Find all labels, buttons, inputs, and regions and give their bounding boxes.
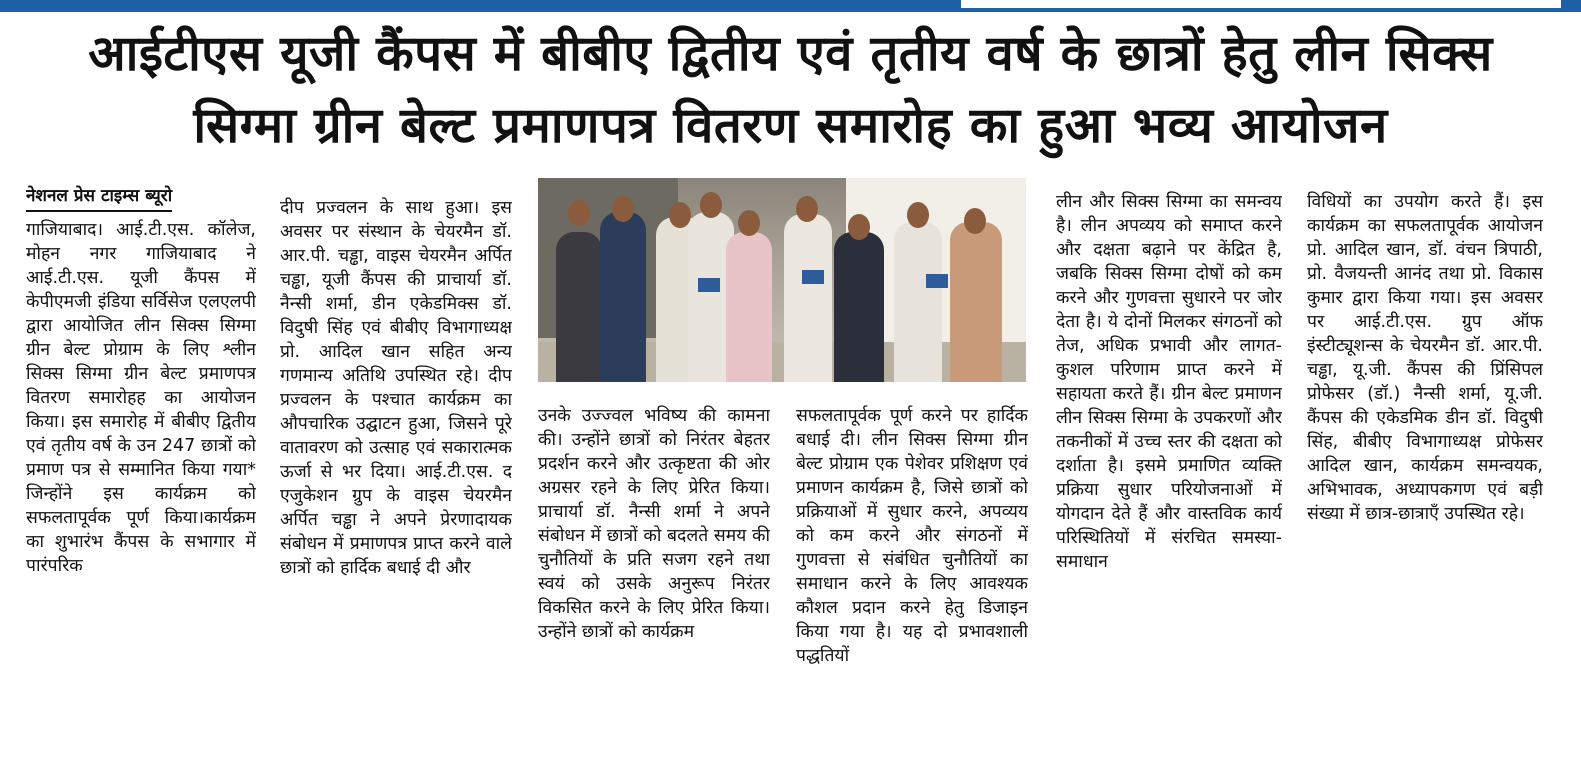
headline-line-1: आईटीएस यूजी कैंपस में बीबीए द्वितीय एवं तृतीय वर्ष के छात्रों हेतु लीन सिक्स bbox=[88, 25, 1493, 82]
column-5-text: लीन और सिक्स सिग्मा का समन्वय है। लीन अपव्यय को समाप्त करने और दक्षता बढ़ाने पर केंद्रित है, जबकि सिक्स सिग्मा दोषों को कम करने और गुणवत्ता सुधारने पर जोर देता है। ये दोनों मिलकर संगठनों को तेज, अधिक प्रभावी और लागत-कुशल परिणाम प्राप्त करने में सहायता करते हैं। ग्रीन बेल्ट प्रमाणन लीन सिक्स सिग्मा के उपकरणों और तकनीकों में उच्च स्तर की दक्षता को दर्शाता है। इसमे प्रमाणित व्यक्ति प्रक्रिया सुधार परियोजनाओं में योगदान देते हैं और वास्तविक कार्य परिस्थितियों में संरचित समस्या-समाधान bbox=[1056, 192, 1282, 572]
ceremony-photo bbox=[538, 178, 1026, 382]
article-column-2 bbox=[280, 196, 512, 756]
byline: नेशनल प्रेस टाइम्स ब्यूरो bbox=[26, 184, 172, 212]
column-1-text: गाजियाबाद। आई.टी.एस. कॉलेज, मोहन नगर गाजियाबाद ने आई.टी.एस. यूजी कैंपस में केपीएमजी इंडिया सर्विसेज एलएलपी द्वारा आयोजित लीन सिक्स सिग्मा ग्रीन बेल्ट प्रोग्राम के लिए श्लीन सिक्स सिग्मा ग्रीन बेल्ट प्रमाणपत्र वितरण समारोहह का आयोजन किया। इस समारोह में बीबीए द्वितीय एवं तृतीय वर्ष के उन 247 छात्रों को प्रमाण पत्र से सम्मानित किया गया* जिन्होंने इस कार्यक्रम को सफलतापूर्वक पूर्ण किया।कार्यक्रम का शुभारंभ कैंपस के सभागार में पारंपरिक bbox=[26, 220, 256, 576]
column-4-text: सफलतापूर्वक पूर्ण करने पर हार्दिक बधाई दी। लीन सिक्स सिग्मा ग्रीन बेल्ट प्रोग्राम एक पेशेवर प्रशिक्षण एवं प्रमाणन कार्यक्रम है, जिसे छात्रों को प्रक्रियाओं में सुधार करने, अपव्यय को कम करने और संगठनों में गुणवत्ता से संबंधित चुनौतियों का समाधान करने के लिए आवश्यक कौशल प्रदान करने हेतु डिजाइन किया गया है। यह दो प्रभावशाली पद्धतियों bbox=[796, 406, 1028, 666]
headline-line-2: सिग्मा ग्रीन बेल्ट प्रमाणपत्र वितरण समारोह का हुआ भव्य आयोजन bbox=[193, 97, 1388, 154]
article-column-1 bbox=[26, 184, 256, 754]
article-column-3 bbox=[538, 404, 770, 756]
column-2-text: दीप प्रज्वलन के साथ हुआ। इस अवसर पर संस्थान के चेयरमैन डॉ. आर.पी. चड्ढा, वाइस चेयरमैन अर्पित चड्ढा, यूजी कैंपस की प्राचार्या डॉ. नैन्सी शर्मा, डीन एकेडमिक्स डॉ. विदुषी सिंह एवं बीबीए विभागाध्यक्ष प्रो. आदिल खान सहित अन्य गणमान्य अतिथि उपस्थित रहे। दीप प्रज्वलन के पश्चात कार्यक्रम का औपचारिक उद्घाटन हुआ, जिसने पूरे वातावरण को उत्साह एवं सकारात्मक ऊर्जा से भर दिया। आई.टी.एस. द एजुकेशन ग्रुप के वाइस चेयरमैन अर्पित चड्ढा ने अपने प्रेरणादायक संबोधन में प्रमाणपत्र प्राप्त करने वाले छात्रों को हार्दिक बधाई दी और bbox=[280, 198, 512, 578]
article-column-4 bbox=[796, 404, 1028, 756]
column-3-text: उनके उज्ज्वल भविष्य की कामना की। उन्होंने छात्रों को निरंतर बेहतर प्रदर्शन करने और उत्कृष्टता की ओर अग्रसर रहने के लिए प्रेरित किया। प्राचार्या डॉ. नैन्सी शर्मा ने अपने संबोधन में छात्रों को बदलते समय की चुनौतियों के प्रति सजग रहने तथा स्वयं को उसके अनुरूप निरंतर विकसित करने के लिए प्रेरित किया। उन्होंने छात्रों को कार्यक्रम bbox=[538, 406, 770, 642]
top-border-notch bbox=[959, 0, 1561, 10]
column-6-text: विधियों का उपयोग करते हैं। इस कार्यक्रम का सफलतापूर्वक आयोजन प्रो. आदिल खान, डॉ. वंचन त्रिपाठी, प्रो. वैजयन्ती आनंद तथा प्रो. विकास कुमार द्वारा किया गया। इस अवसर पर आई.टी.एस. ग्रुप ऑफ इंस्टीट्यूशन्स के चेयरमैन डॉ. आर.पी. चड्ढा, यू.जी. कैंपस की प्रिंसिपल प्रोफेसर (डॉ.) नैन्सी शर्मा, यू.जी. कैंपस की एकेडमिक डीन डॉ. विदुषी सिंह, बीबीए विभागाध्यक्ष प्रोफेसर आदिल खान, कार्यक्रम समन्वयक, अभिभावक, अध्यापकगण एवं बड़ी संख्या में छात्र-छात्राएँ उपस्थित रहे। bbox=[1307, 192, 1543, 524]
article-column-6 bbox=[1307, 190, 1543, 756]
headline bbox=[0, 18, 1581, 162]
article-column-5 bbox=[1056, 190, 1282, 756]
